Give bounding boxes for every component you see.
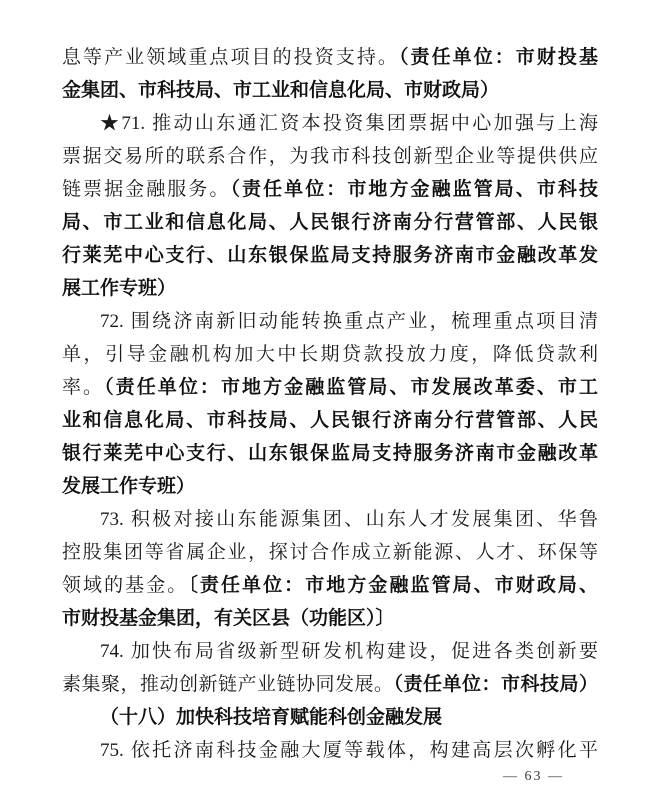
body-text: 75. 依托济南科技金融大厦等载体，构建高层次孵化平 bbox=[100, 740, 598, 761]
body-text: 息等产业领域重点项目的投资支持。 bbox=[62, 47, 399, 68]
text-line bbox=[62, 404, 598, 437]
responsible-unit-text: 〔责任单位：市地方金融监管局、市财政局、 bbox=[188, 575, 598, 596]
text-line bbox=[62, 239, 598, 272]
star-icon: ★ bbox=[100, 113, 122, 134]
responsible-unit-text: （十八）加快科技培育赋能科创金融发展 bbox=[100, 707, 443, 728]
responsible-unit-text: 金集团、市科技局、市工业和信息化局、市财政局） bbox=[62, 80, 500, 101]
body-text: 率。 bbox=[62, 377, 105, 398]
responsible-unit-text: 市财投基金集团，有关区县（功能区）〕 bbox=[62, 608, 395, 629]
responsible-unit-text: 局、市工业和信息化局、人民银行济南分行营管部、人民银 bbox=[62, 212, 598, 233]
body-text: 74. 加快布局省级新型研发机构建设，促进各类创新要 bbox=[100, 641, 598, 662]
section-heading bbox=[62, 701, 598, 734]
text-line bbox=[62, 437, 598, 470]
text-line bbox=[62, 668, 598, 701]
body-text: 72. 围绕济南新旧动能转换重点产业，梳理重点项目清 bbox=[100, 311, 598, 332]
page-number-text: — 63 — bbox=[503, 769, 564, 784]
responsible-unit-text: （责任单位：市财投基 bbox=[398, 47, 598, 68]
responsible-unit-text: 银行莱芜中心支行、山东银保监局支持服务济南市金融改革 bbox=[62, 443, 598, 464]
text-line bbox=[62, 140, 598, 173]
responsible-unit-text: （责任单位：市地方金融监管局、市科技 bbox=[230, 179, 598, 200]
body-text: 73. 积极对接山东能源集团、山东人才发展集团、华鲁 bbox=[100, 509, 598, 530]
text-line bbox=[62, 206, 598, 239]
text-line bbox=[62, 272, 598, 305]
text-line bbox=[62, 536, 598, 569]
text-line bbox=[62, 503, 598, 536]
text-line bbox=[62, 602, 598, 635]
responsible-unit-text: 业和信息化局、市科技局、人民银行济南分行营管部、人民 bbox=[62, 410, 598, 431]
responsible-unit-text: 展工作专班） bbox=[62, 278, 177, 299]
body-text: 素集聚，推动创新链产业链协同发展。 bbox=[62, 674, 394, 695]
text-line bbox=[62, 470, 598, 503]
text-line bbox=[62, 635, 598, 668]
responsible-unit-text: 行莱芜中心支行、山东银保监局支持服务济南市金融改革发 bbox=[62, 245, 598, 266]
body-text: 单，引导金融机构加大中长期贷款投放力度，降低贷款利 bbox=[62, 344, 598, 365]
body-text: 控股集团等省属企业，探讨合作成立新能源、人才、环保等 bbox=[62, 542, 598, 563]
page-number bbox=[0, 769, 658, 785]
responsible-unit-text: （责任单位：市科技局） bbox=[393, 674, 598, 695]
body-text: 领域的基金。 bbox=[62, 575, 189, 596]
text-line bbox=[62, 107, 598, 140]
text-line bbox=[62, 734, 598, 767]
text-line bbox=[62, 305, 598, 338]
body-text: 票据交易所的联系合作，为我市科技创新型企业等提供供应 bbox=[62, 146, 598, 167]
text-line bbox=[62, 74, 598, 107]
text-line bbox=[62, 371, 598, 404]
text-line bbox=[62, 173, 598, 206]
body-text: 71. 推动山东通汇资本投资集团票据中心加强与上海 bbox=[121, 113, 598, 134]
responsible-unit-text: 发展工作专班） bbox=[62, 476, 196, 497]
text-line bbox=[62, 41, 598, 74]
text-line bbox=[62, 569, 598, 602]
responsible-unit-text: （责任单位：市地方金融监管局、市发展改革委、市工 bbox=[104, 377, 598, 398]
body-text: 链票据金融服务。 bbox=[62, 179, 231, 200]
text-line bbox=[62, 338, 598, 371]
